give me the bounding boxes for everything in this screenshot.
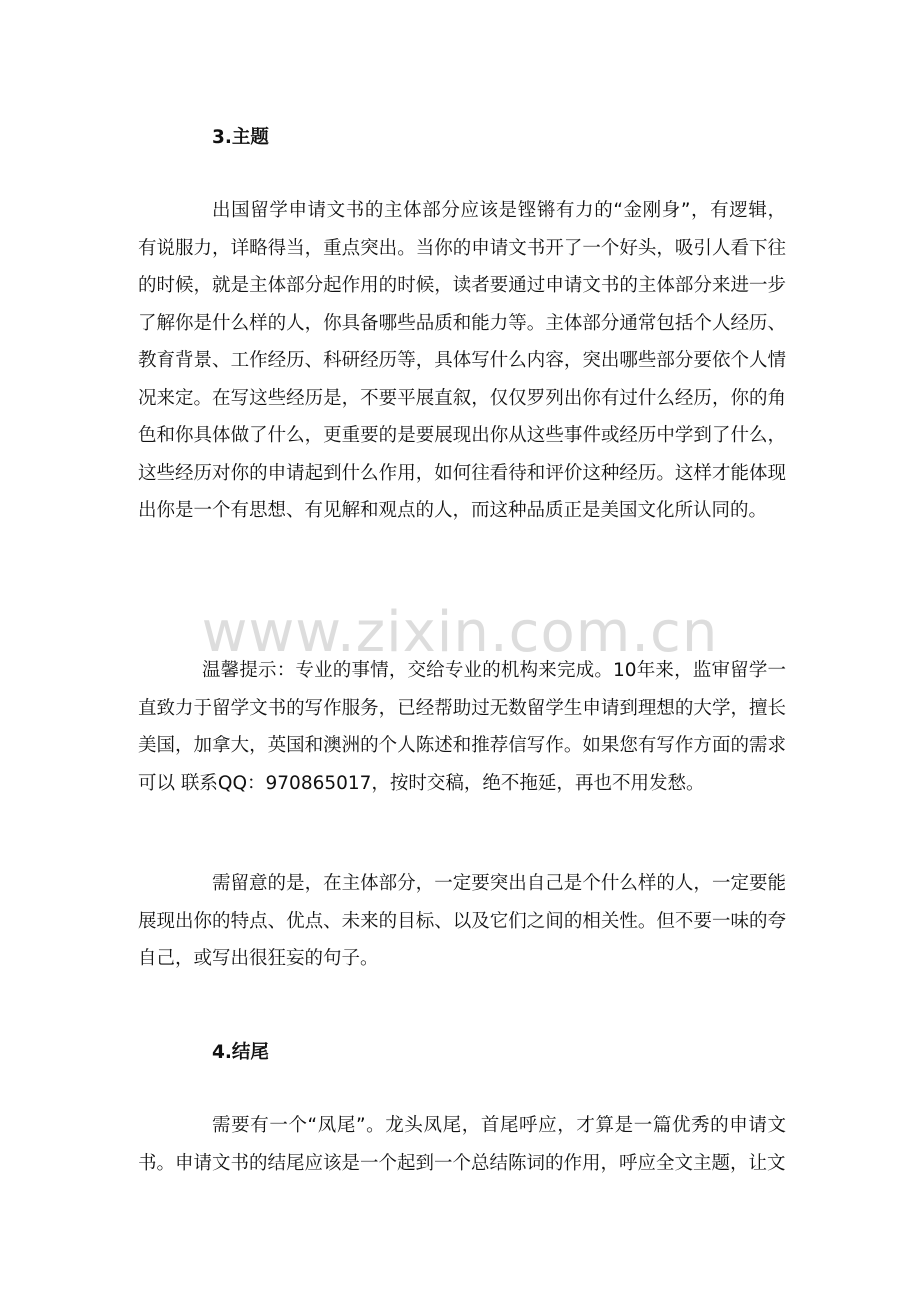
- section-4-heading: 4.结尾: [212, 1042, 269, 1063]
- tip-paragraph: 温馨提示：专业的事情，交给专业的机构来完成。10年来，监审留学一直致力于留学文书的写作服务，已经帮助过无数留学生申请到理想的大学，擅长美国，加拿大，英国和澳洲的个人陈述和推荐信写作。如果您有写作方面的需求可以 联系QQ：970865017，按时交稿，绝不拖延，再也不用发愁。: [138, 660, 786, 794]
- note-paragraph: 需留意的是，在主体部分，一定要突出自己是个什么样的人，一定要能展现出你的特点、优点、未来的目标、以及它们之间的相关性。但不要一味的夸自己，或写出很狂妄的句子。: [138, 873, 786, 969]
- section-4-paragraph: 需要有一个“凤尾”。龙头凤尾，首尾呼应，才算是一篇优秀的申请文书。申请文书的结尾应该是一个起到一个总结陈词的作用，呼应全文主题，让文: [138, 1115, 786, 1174]
- section-3-heading: 3.主题: [212, 127, 269, 148]
- section-3-paragraph: 出国留学申请文书的主体部分应该是铿锵有力的“金刚身”，有逻辑，有说服力，详略得当，重点突出。当你的申请文书开了一个好头，吸引人看下往的时候，就是主体部分起作用的时候，读者要通过申请文书的主体部分来进一步了解你是什么样的人，你具备哪些品质和能力等。主体部分通常包括个人经历、教育背景、工作经历、科研经历等，具体写什么内容，突出哪些部分要依个人情况来定。在写这些经历是，不要平展直叙，仅仅罗列出你有过什么经历，你的角色和你具体做了什么，更重要的是要展现出你从这些事件或经历中学到了什么，这些经历对你的申请起到什么作用，如何往看待和评价这种经历。这样才能体现出你是一个有思想、有见解和观点的人，而这种品质正是美国文化所认同的。: [138, 200, 786, 521]
- site-watermark: www.zixin.com.cn: [201, 600, 719, 665]
